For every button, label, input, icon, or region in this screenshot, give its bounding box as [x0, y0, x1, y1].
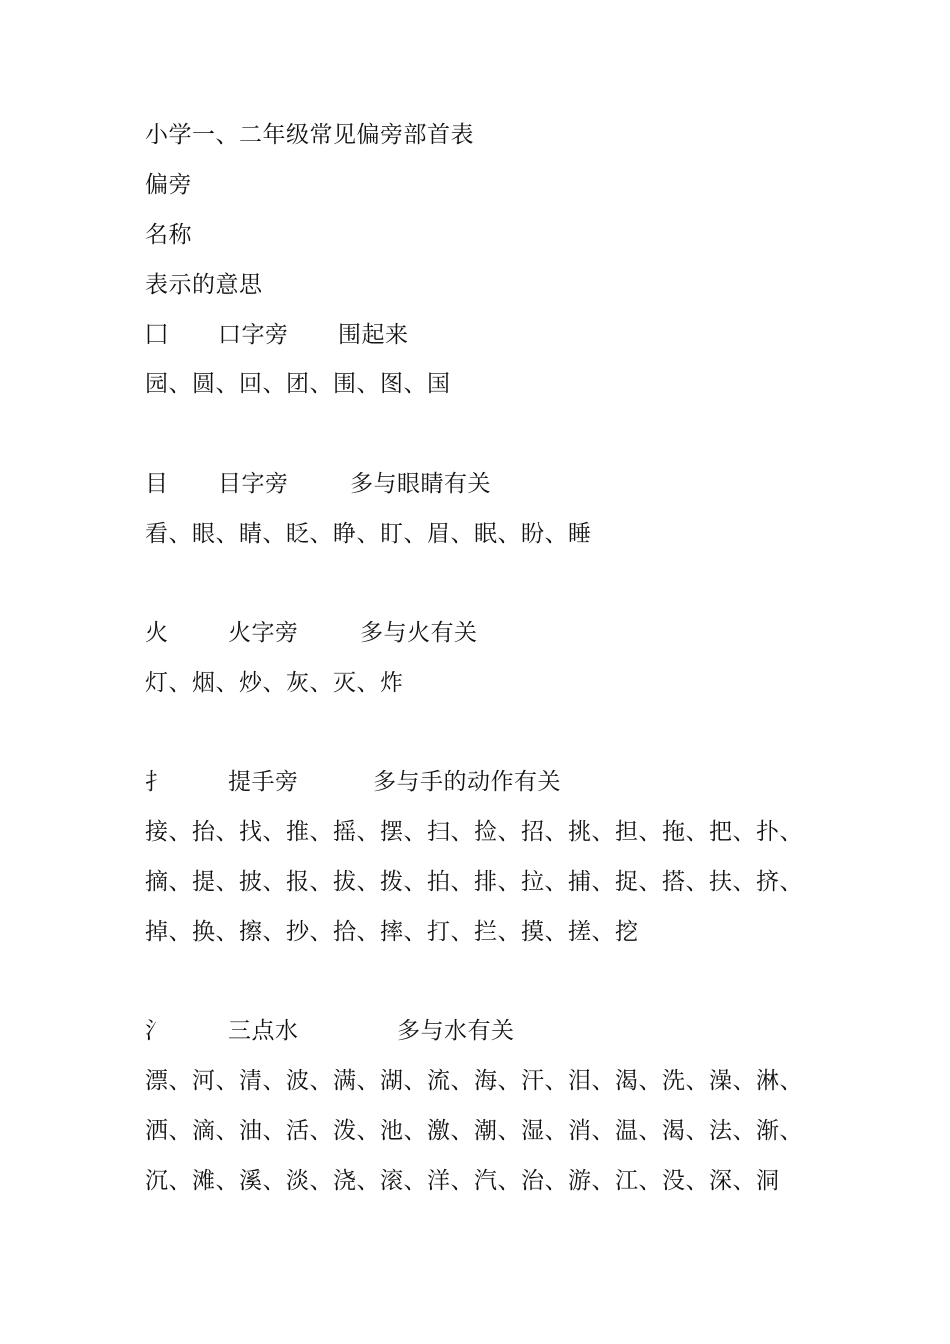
example-chars: 园、圆、回、团、围、图、国: [145, 371, 451, 397]
example-chars: 洒、滴、油、活、泼、池、激、潮、湿、消、温、渴、法、渐、: [145, 1118, 803, 1144]
header-meaning: 表示的意思: [145, 272, 263, 298]
example-chars: 接、抬、找、推、摇、摆、扫、捡、招、挑、担、拖、把、扑、: [145, 819, 803, 845]
radical-glyph: 目: [145, 471, 169, 497]
example-chars: 掉、换、擦、抄、拾、摔、打、拦、摸、搓、挖: [145, 919, 639, 945]
example-chars: 摘、提、披、报、拔、拨、拍、排、拉、捕、捉、搭、扶、挤、: [145, 869, 803, 895]
radical-glyph: 火: [145, 620, 169, 646]
radical-glyph: 囗: [145, 322, 169, 348]
radical-glyph: 扌: [145, 769, 169, 795]
radical-meaning: 多与手的动作有关: [373, 769, 561, 795]
example-chars: 灯、烟、炒、灰、灭、炸: [145, 670, 404, 696]
header-name: 名称: [145, 222, 192, 248]
radical-meaning: 围起来: [338, 322, 409, 348]
example-chars: 看、眼、睛、眨、睁、盯、眉、眠、盼、睡: [145, 521, 592, 547]
radical-name: 目字旁: [218, 471, 289, 497]
radical-name: 口字旁: [218, 322, 289, 348]
radical-name: 提手旁: [228, 769, 299, 795]
radical-meaning: 多与火有关: [360, 620, 478, 646]
page-title: 小学一、二年级常见偏旁部首表: [145, 122, 474, 148]
example-chars: 漂、河、清、波、满、湖、流、海、汗、泪、渴、洗、澡、淋、: [145, 1068, 803, 1094]
radical-name: 三点水: [228, 1018, 299, 1044]
header-radical: 偏旁: [145, 172, 192, 198]
example-chars: 沉、滩、溪、淡、浇、滚、洋、汽、治、游、江、没、深、洞: [145, 1168, 780, 1194]
radical-meaning: 多与水有关: [397, 1018, 515, 1044]
radical-meaning: 多与眼睛有关: [350, 471, 491, 497]
radical-glyph: 氵: [145, 1018, 169, 1044]
radical-name: 火字旁: [228, 620, 299, 646]
